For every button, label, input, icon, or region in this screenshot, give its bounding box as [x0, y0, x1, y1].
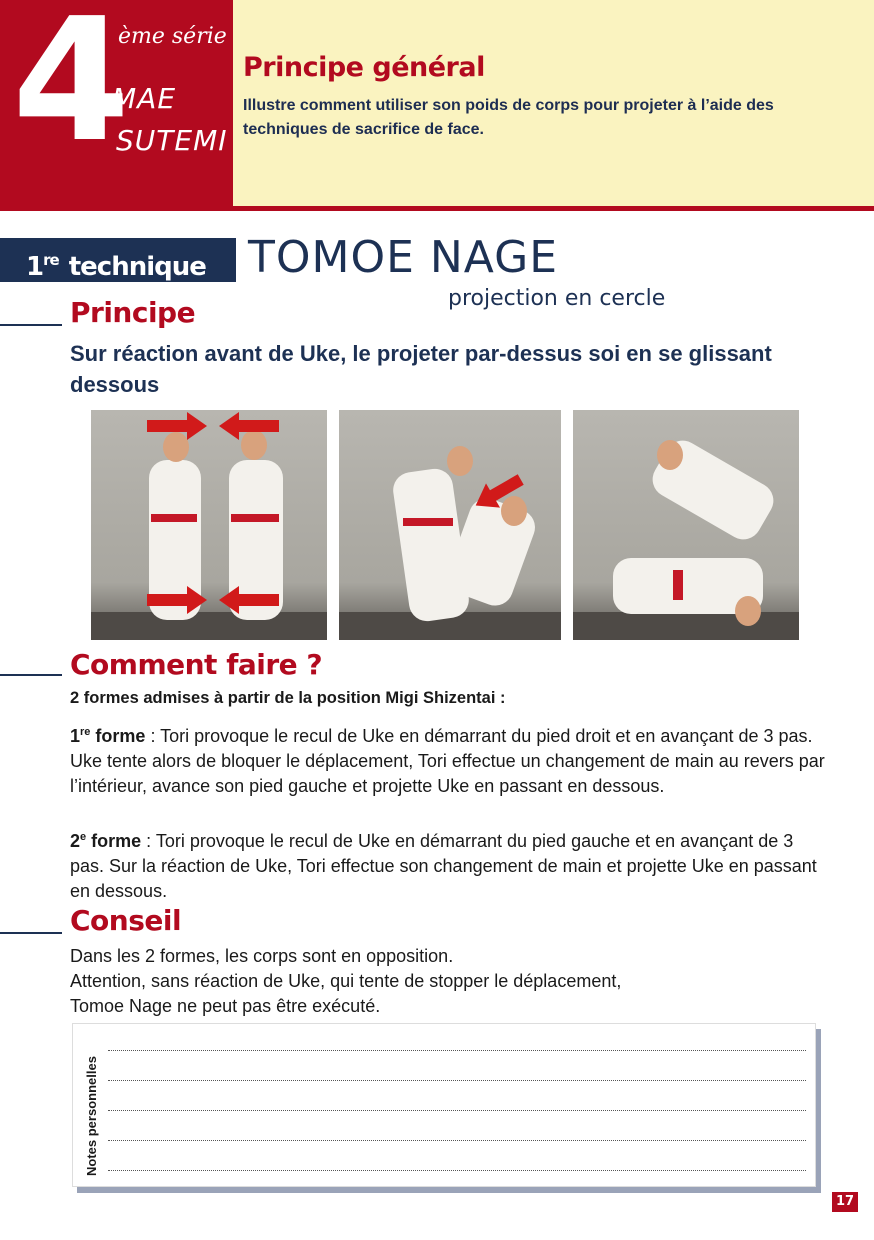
- conseil-title: Conseil: [70, 904, 182, 937]
- note-line[interactable]: [108, 1110, 806, 1111]
- floor: [91, 612, 327, 640]
- forme-1-paragraph: [70, 720, 830, 799]
- series-block: [0, 0, 233, 208]
- forme-2-paragraph: [70, 825, 830, 904]
- forme-2-sup: e: [80, 831, 87, 843]
- forme-1-label: forme: [90, 726, 146, 746]
- arrow-left-icon: [237, 420, 279, 432]
- red-belt: [231, 514, 279, 522]
- judoka-head: [657, 440, 683, 470]
- arrow-right-icon: [147, 420, 189, 432]
- principe-title: Principe: [70, 296, 196, 329]
- series-label: ème série: [118, 24, 227, 49]
- photo-step-3: [573, 410, 799, 640]
- forme-1-sup: re: [80, 726, 91, 738]
- series-name-line1: MAE: [112, 82, 177, 115]
- technique-name: TOMOE NAGE: [248, 232, 559, 283]
- technique-ordinal: 1: [26, 252, 44, 282]
- conseil-line-2: Attention, sans réaction de Uke, qui tente de stopper le déplacement,: [70, 971, 622, 991]
- judoka-head: [501, 496, 527, 526]
- technique-label: technique: [68, 252, 206, 282]
- red-belt: [673, 570, 683, 600]
- series-number: 4: [12, 0, 131, 180]
- forme-1-text: : Tori provoque le recul de Uke en démarrant du pied droit et en avançant de 3 pas. Uke tente alors de bloquer le déplacement, Tori effectue un changement de main au revers par l’intérieur, avance son pied gauche et projette Uke en passant en dessous.: [70, 726, 825, 796]
- section-rule: [0, 674, 62, 676]
- judoka-head: [241, 430, 267, 460]
- floor: [573, 612, 799, 640]
- section-rule: [0, 324, 62, 326]
- principe-text: Sur réaction avant de Uke, le projeter par-dessus soi en se glissant dessous: [70, 341, 772, 397]
- notes-box[interactable]: [72, 1023, 816, 1187]
- page-number: 17: [832, 1192, 858, 1212]
- note-line[interactable]: [108, 1170, 806, 1171]
- series-name-line2: SUTEMI: [116, 124, 228, 157]
- forme-1-num: 1: [70, 726, 81, 746]
- general-principle-description: Illustre comment utiliser son poids de corps pour projeter à l’aide des techniques de sacrifice de face.: [243, 97, 774, 138]
- note-line[interactable]: [108, 1080, 806, 1081]
- photo-step-1: [91, 410, 327, 640]
- header-divider: [0, 206, 874, 211]
- technique-badge: [0, 238, 236, 282]
- comment-title: Comment faire ?: [70, 648, 323, 681]
- general-principle-title: Principe général: [243, 52, 485, 83]
- note-line[interactable]: [108, 1140, 806, 1141]
- conseil-line-3: Tomoe Nage ne peut pas être exécuté.: [70, 996, 381, 1016]
- notes-label: Notes personnelles: [84, 1056, 99, 1176]
- forme-2-label: forme: [86, 831, 142, 851]
- red-belt: [151, 514, 197, 522]
- arrow-left-icon: [237, 594, 279, 606]
- photo-step-2: [339, 410, 561, 640]
- arrow-right-icon: [147, 594, 189, 606]
- forme-2-text: : Tori provoque le recul de Uke en démarrant du pied gauche et en avançant de 3 pas. Sur la réaction de Uke, Tori effectue son changement de main et projette Uke en passant en dessous.: [70, 831, 817, 901]
- red-belt: [403, 518, 453, 526]
- judoka-head: [447, 446, 473, 476]
- conseil-text: [70, 944, 830, 1019]
- judoka-head: [163, 432, 189, 462]
- note-line[interactable]: [108, 1050, 806, 1051]
- section-rule: [0, 932, 62, 934]
- judoka-head: [735, 596, 761, 626]
- comment-intro: 2 formes admises à partir de la position Migi Shizentai :: [70, 689, 506, 707]
- conseil-line-1: Dans les 2 formes, les corps sont en opposition.: [70, 946, 454, 966]
- technique-ordinal-suffix: re: [43, 251, 59, 269]
- forme-2-num: 2: [70, 831, 81, 851]
- technique-subtitle: projection en cercle: [448, 286, 666, 311]
